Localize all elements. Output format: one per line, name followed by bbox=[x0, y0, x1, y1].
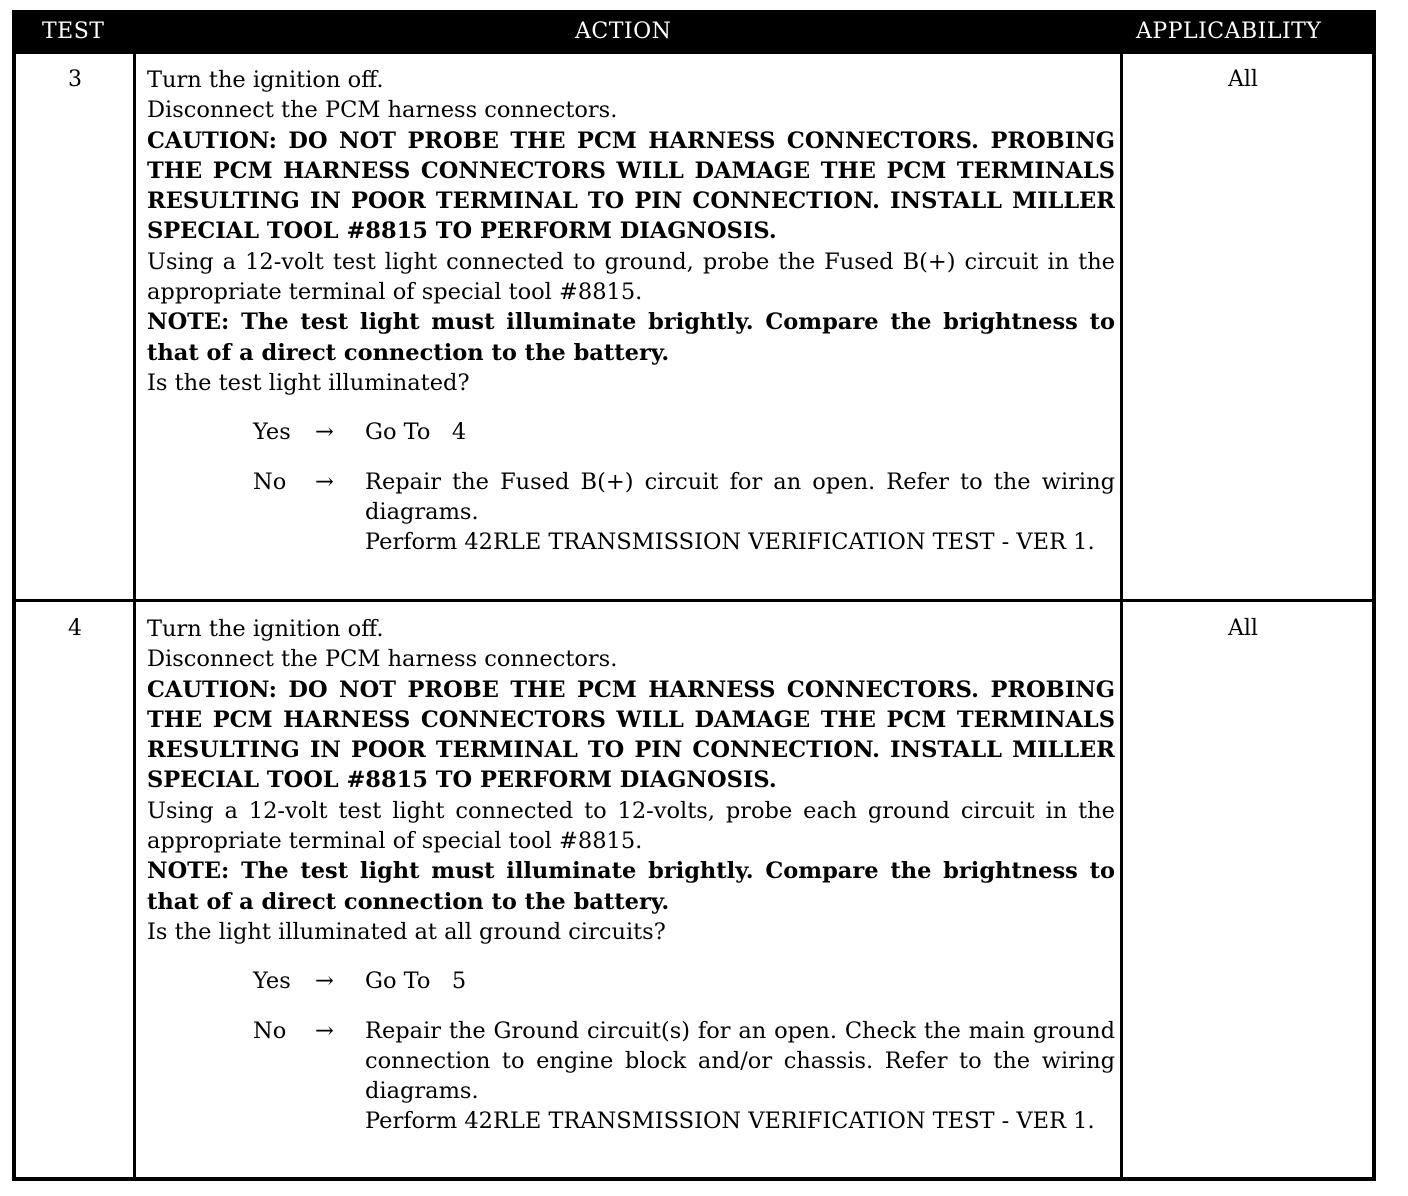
diagnostic-table bbox=[12, 10, 1376, 1181]
row-divider bbox=[16, 599, 1372, 602]
test-number: 3 bbox=[68, 67, 82, 92]
yes-answer bbox=[147, 966, 1115, 996]
column-divider bbox=[1120, 54, 1123, 1181]
no-result-followup: Perform 42RLE TRANSMISSION VERIFICATION TEST - VER 1. bbox=[365, 529, 1095, 556]
no-answer bbox=[147, 1016, 1115, 1137]
table-header bbox=[16, 14, 1372, 54]
note-text: NOTE: The test light must illuminate brightly. Compare the brightness to that of a direct connection to the battery. bbox=[147, 309, 1115, 366]
question-text: Is the light illuminated at all ground circuits? bbox=[147, 918, 666, 945]
action-step: Using a 12-volt test light connected to 12-volts, probe each ground circuit in the appropriate terminal of special tool #8815. bbox=[147, 797, 1115, 855]
arrow-icon: → bbox=[315, 968, 334, 995]
action-step: Disconnect the PCM harness connectors. bbox=[147, 97, 618, 124]
header-test: TEST bbox=[42, 19, 105, 44]
no-label: No bbox=[253, 1017, 287, 1044]
column-divider bbox=[133, 54, 136, 1181]
header-action: ACTION bbox=[575, 19, 672, 44]
yes-result: Go To 4 bbox=[365, 419, 467, 446]
applicability-value: All bbox=[1228, 616, 1258, 641]
action-step: Using a 12-volt test light connected to ground, probe the Fused B(+) circuit in the appropriate terminal of special tool #8815. bbox=[147, 248, 1115, 306]
arrow-icon: → bbox=[315, 419, 334, 446]
yes-result: Go To 5 bbox=[365, 968, 467, 995]
action-step: Turn the ignition off. bbox=[147, 616, 384, 642]
yes-label: Yes bbox=[253, 419, 291, 446]
header-applicability: APPLICABILITY bbox=[1136, 19, 1322, 44]
note-text: NOTE: The test light must illuminate brightly. Compare the brightness to that of a direct connection to the battery. bbox=[147, 858, 1115, 915]
caution-text: CAUTION: DO NOT PROBE THE PCM HARNESS CONNECTORS. PROBING THE PCM HARNESS CONNECTORS WILL DAMAGE THE PCM TERMINALS RESULTING IN POOR TERMINAL TO PIN CONNECTION. INSTALL MILLER SPECIAL TOOL #8815 TO PERFORM DIAGNOSIS. bbox=[147, 676, 1115, 794]
arrow-icon: → bbox=[315, 468, 334, 495]
caution-text: CAUTION: DO NOT PROBE THE PCM HARNESS CONNECTORS. PROBING THE PCM HARNESS CONNECTORS WILL DAMAGE THE PCM TERMINALS RESULTING IN POOR TERMINAL TO PIN CONNECTION. INSTALL MILLER SPECIAL TOOL #8815 TO PERFORM DIAGNOSIS. bbox=[147, 127, 1115, 245]
no-label: No bbox=[253, 468, 287, 495]
action-step: Disconnect the PCM harness connectors. bbox=[147, 646, 618, 673]
applicability-value: All bbox=[1228, 67, 1258, 92]
no-result-followup: Perform 42RLE TRANSMISSION VERIFICATION TEST - VER 1. bbox=[365, 1108, 1095, 1135]
action-step: Turn the ignition off. bbox=[147, 67, 384, 93]
action-cell bbox=[147, 65, 1115, 557]
yes-label: Yes bbox=[253, 968, 291, 995]
no-answer bbox=[147, 467, 1115, 558]
yes-answer bbox=[147, 417, 1115, 447]
test-number: 4 bbox=[68, 616, 82, 641]
question-text: Is the test light illuminated? bbox=[147, 369, 470, 396]
arrow-icon: → bbox=[315, 1017, 334, 1044]
no-result: Repair the Ground circuit(s) for an open. Check the main ground connection to engine block and/or chassis. Refer to the wiring diagrams. bbox=[365, 1017, 1115, 1105]
no-result: Repair the Fused B(+) circuit for an open. Refer to the wiring diagrams. bbox=[365, 468, 1115, 525]
action-cell bbox=[147, 614, 1115, 1137]
